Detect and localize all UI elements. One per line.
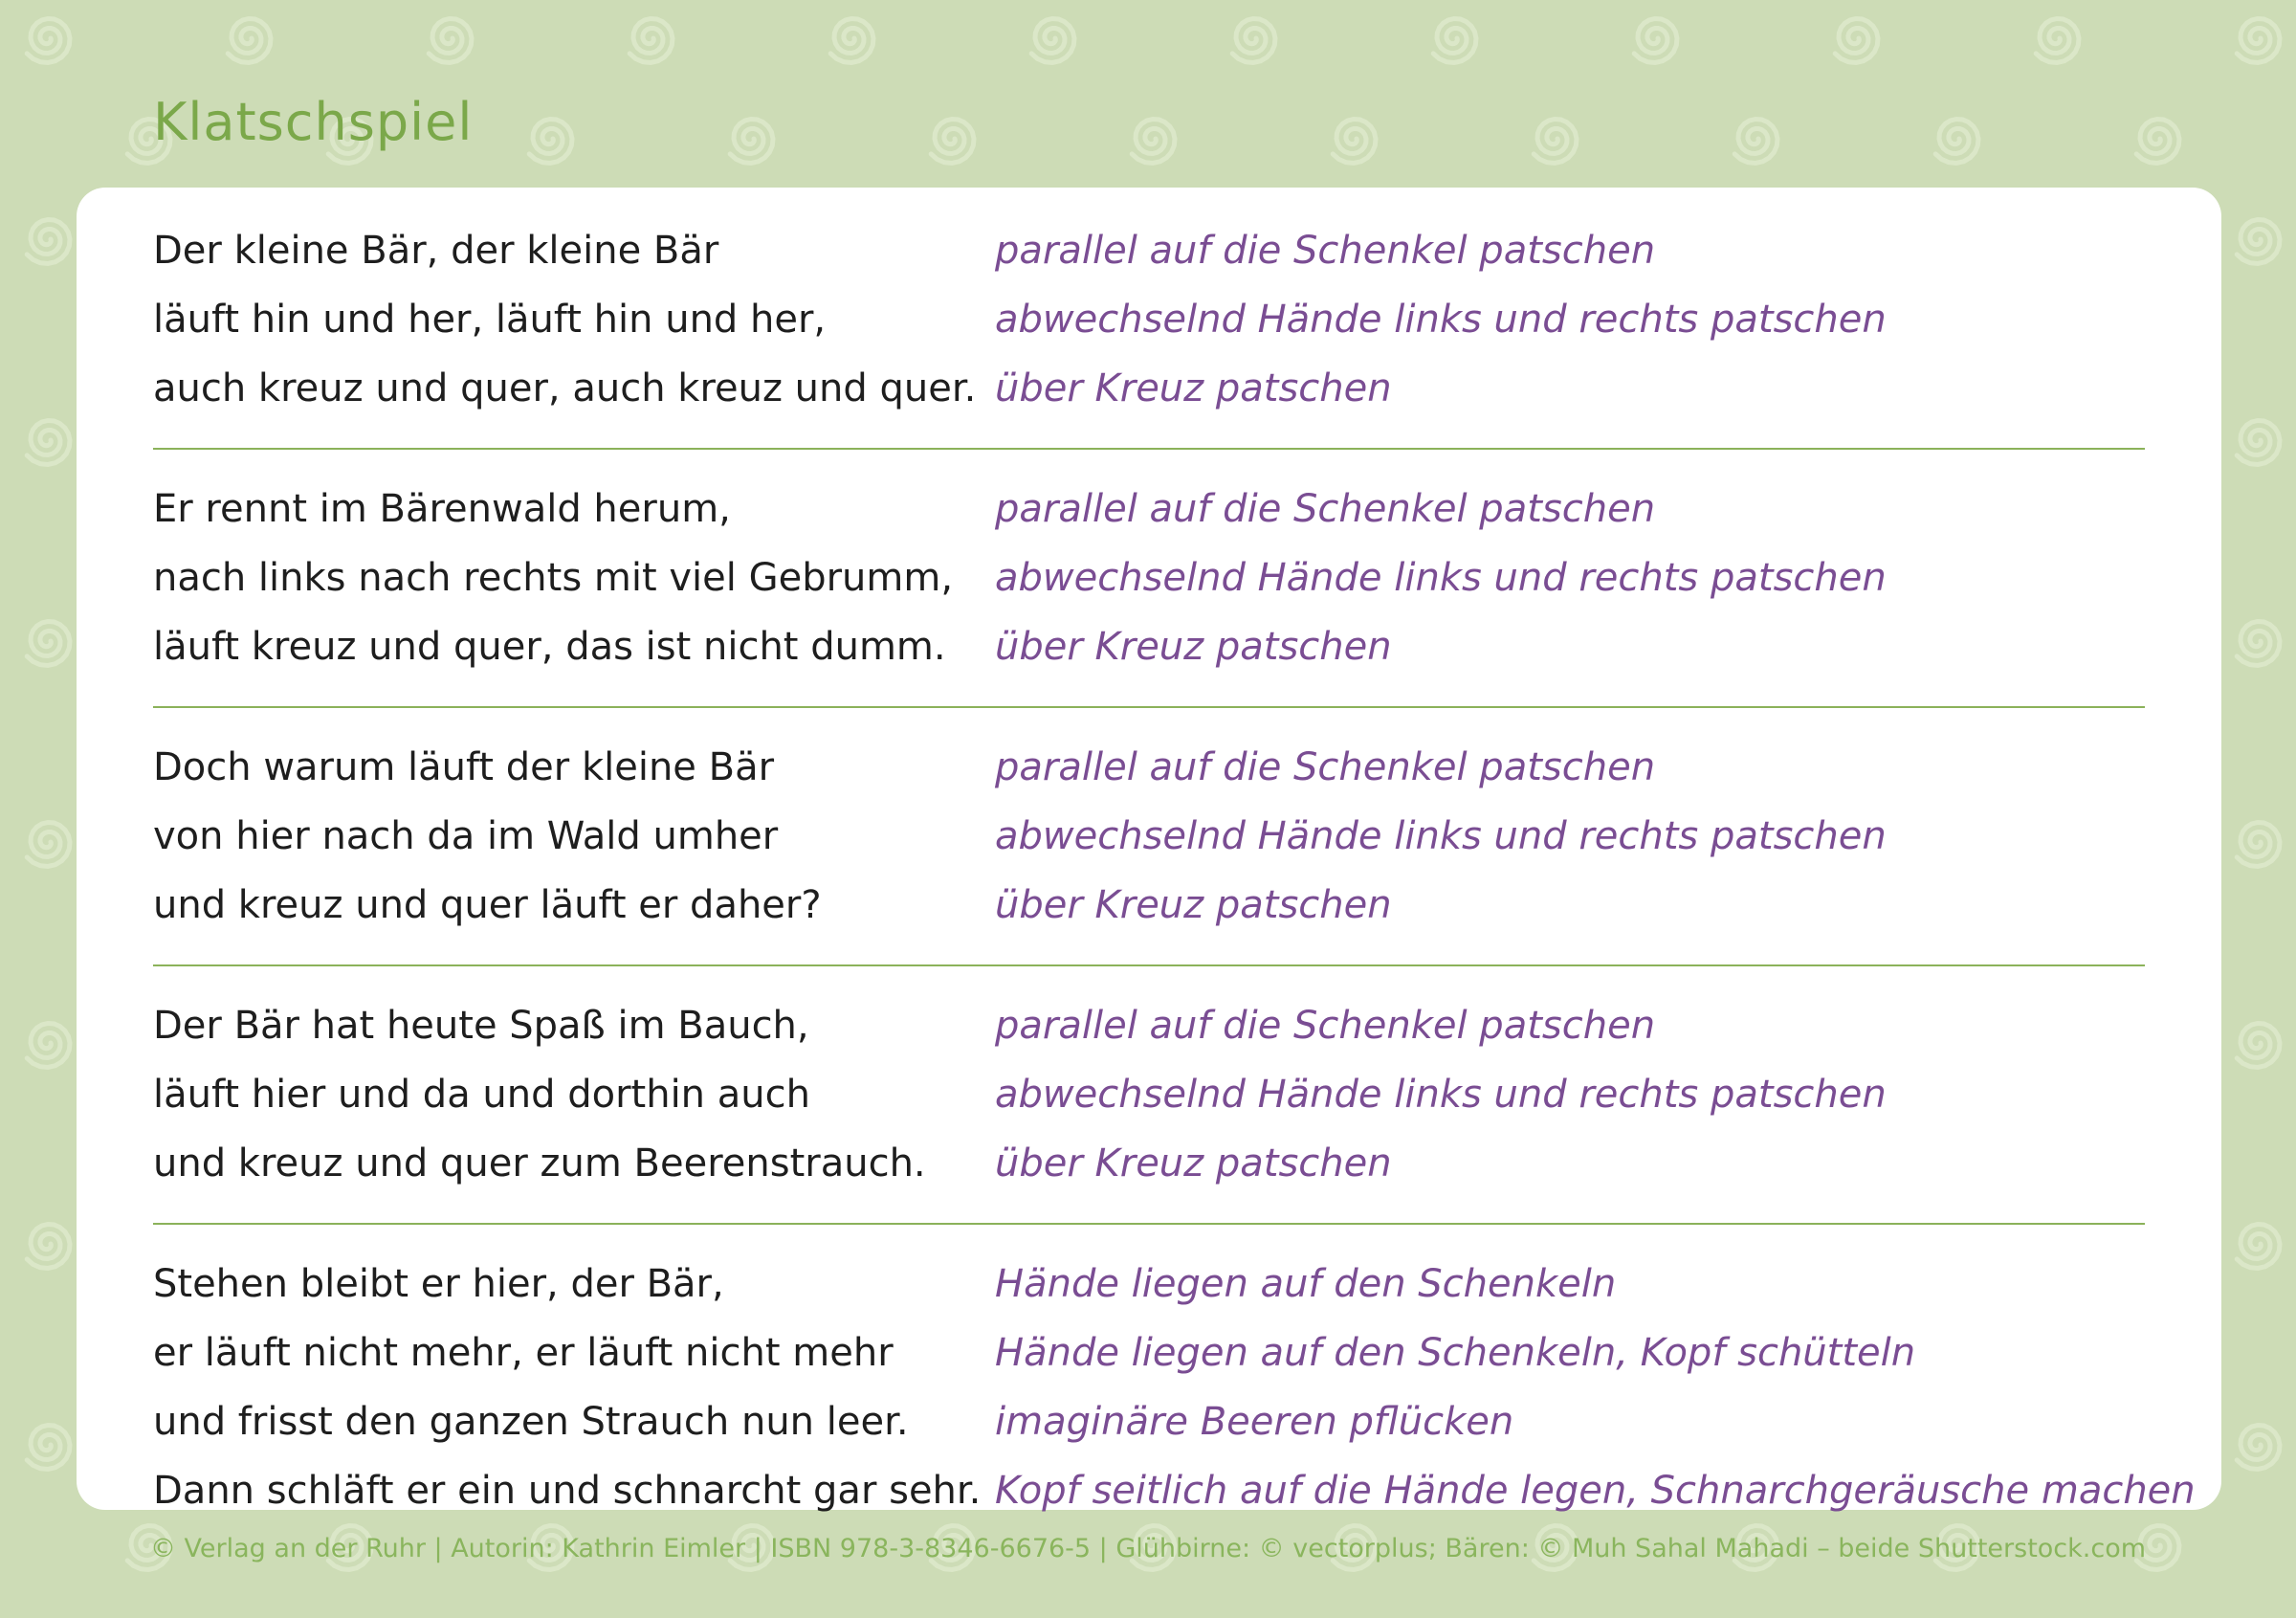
action-instruction: abwechselnd Hände links und rechts patschen (995, 298, 1887, 342)
spiral-icon (1132, 120, 1175, 164)
verse-text: nach links nach rechts mit viel Gebrumm, (153, 556, 954, 600)
spiral-icon (228, 19, 271, 63)
action-instruction: abwechselnd Hände links und rechts patschen (995, 556, 1887, 600)
spiral-icon (27, 19, 70, 63)
spiral-icon (27, 1225, 70, 1269)
spiral-icon (1333, 120, 1376, 164)
copyright-footer: © Verlag an der Ruhr | Autorin: Kathrin Eimler | ISBN 978-3-8346-6676-5 | Glühbirne: © vectorplus; Bären: © Muh Sahal Mahadi – beide Shutterstock.com (149, 1534, 2147, 1563)
spiral-icon (1534, 120, 1577, 164)
spiral-icon (2237, 1426, 2280, 1470)
verse-text: er läuft nicht mehr, er läuft nicht mehr (153, 1331, 894, 1375)
spiral-icon (2237, 622, 2280, 666)
stanza-line (153, 1060, 2145, 1129)
spiral-icon (1031, 19, 1074, 63)
spiral-icon (629, 19, 673, 63)
spiral-icon (2237, 19, 2280, 63)
stanza-line (153, 991, 2145, 1060)
spiral-icon (2136, 120, 2179, 164)
stanza-line (153, 1387, 2145, 1456)
verse-text: Dann schläft er ein und schnarcht gar sehr. (153, 1469, 982, 1513)
action-instruction: über Kreuz patschen (995, 883, 1392, 927)
stanza-1 (153, 216, 2145, 450)
action-instruction: über Kreuz patschen (995, 366, 1392, 410)
action-instruction: über Kreuz patschen (995, 625, 1392, 669)
verse-text: Der kleine Bär, der kleine Bär (153, 229, 719, 273)
stanza-4 (153, 991, 2145, 1225)
stanza-line (153, 475, 2145, 543)
content-card (77, 188, 2221, 1513)
verse-text: läuft kreuz und quer, das ist nicht dumm. (153, 625, 946, 669)
spiral-icon (1634, 19, 1677, 63)
stanza-line (153, 802, 2145, 871)
spiral-icon (2237, 421, 2280, 465)
action-instruction: über Kreuz patschen (995, 1141, 1392, 1186)
verse-text: läuft hin und her, läuft hin und her, (153, 298, 827, 342)
stanza-line (153, 354, 2145, 423)
spiral-icon (2237, 1024, 2280, 1068)
spiral-icon (2237, 220, 2280, 264)
spiral-icon (730, 120, 773, 164)
action-instruction: parallel auf die Schenkel patschen (995, 487, 1656, 531)
spiral-icon (429, 19, 472, 63)
spiral-icon (1935, 120, 1978, 164)
action-instruction: Hände liegen auf den Schenkeln, Kopf schütteln (995, 1331, 1916, 1375)
verse-text: und kreuz und quer zum Beerenstrauch. (153, 1141, 926, 1186)
stanza-2 (153, 475, 2145, 708)
stanza-line (153, 733, 2145, 802)
spiral-icon (27, 1426, 70, 1470)
action-instruction: parallel auf die Schenkel patschen (995, 229, 1656, 273)
spiral-icon (1734, 120, 1777, 164)
verse-text: und kreuz und quer läuft er daher? (153, 883, 822, 927)
spiral-icon (27, 220, 70, 264)
spiral-icon (931, 120, 974, 164)
stanza-list (153, 216, 2196, 1525)
stanza-line (153, 543, 2145, 612)
stanza-line (153, 1129, 2145, 1198)
action-instruction: Kopf seitlich auf die Hände legen, Schnarchgeräusche machen (995, 1469, 2196, 1513)
stanza-line (153, 871, 2145, 940)
action-instruction: Hände liegen auf den Schenkeln (995, 1262, 1617, 1306)
action-instruction: imaginäre Beeren pflücken (995, 1400, 1514, 1444)
verse-text: Er rennt im Bärenwald herum, (153, 487, 731, 531)
spiral-icon (2036, 19, 2079, 63)
action-instruction: abwechselnd Hände links und rechts patschen (995, 814, 1887, 858)
verse-text: Stehen bleibt er hier, der Bär, (153, 1262, 724, 1306)
spiral-icon (27, 823, 70, 867)
spiral-icon (27, 622, 70, 666)
spiral-icon (1232, 19, 1275, 63)
action-instruction: abwechselnd Hände links und rechts patschen (995, 1073, 1887, 1117)
stanza-3 (153, 733, 2145, 966)
verse-text: von hier nach da im Wald umher (153, 814, 779, 858)
stanza-line (153, 612, 2145, 681)
stanza-5 (153, 1250, 2196, 1525)
verse-text: Der Bär hat heute Spaß im Bauch, (153, 1004, 809, 1048)
spiral-icon (1433, 19, 1476, 63)
stanza-line (153, 216, 2145, 285)
verse-text: auch kreuz und quer, auch kreuz und quer. (153, 366, 977, 410)
spiral-icon (27, 421, 70, 465)
stanza-line (153, 285, 2145, 354)
verse-text: Doch warum läuft der kleine Bär (153, 745, 775, 789)
action-instruction: parallel auf die Schenkel patschen (995, 745, 1656, 789)
verse-text: läuft hier und da und dorthin auch (153, 1073, 810, 1117)
spiral-icon (27, 1024, 70, 1068)
stanza-line (153, 1456, 2196, 1525)
page-title: Klatschspiel (153, 92, 474, 152)
stanza-line (153, 1250, 2145, 1319)
spiral-icon (1835, 19, 1878, 63)
spiral-icon (2237, 1225, 2280, 1269)
verse-text: und frisst den ganzen Strauch nun leer. (153, 1400, 909, 1444)
action-instruction: parallel auf die Schenkel patschen (995, 1004, 1656, 1048)
stanza-line (153, 1319, 2145, 1387)
spiral-icon (529, 120, 572, 164)
spiral-icon (830, 19, 873, 63)
spiral-icon (2237, 823, 2280, 867)
